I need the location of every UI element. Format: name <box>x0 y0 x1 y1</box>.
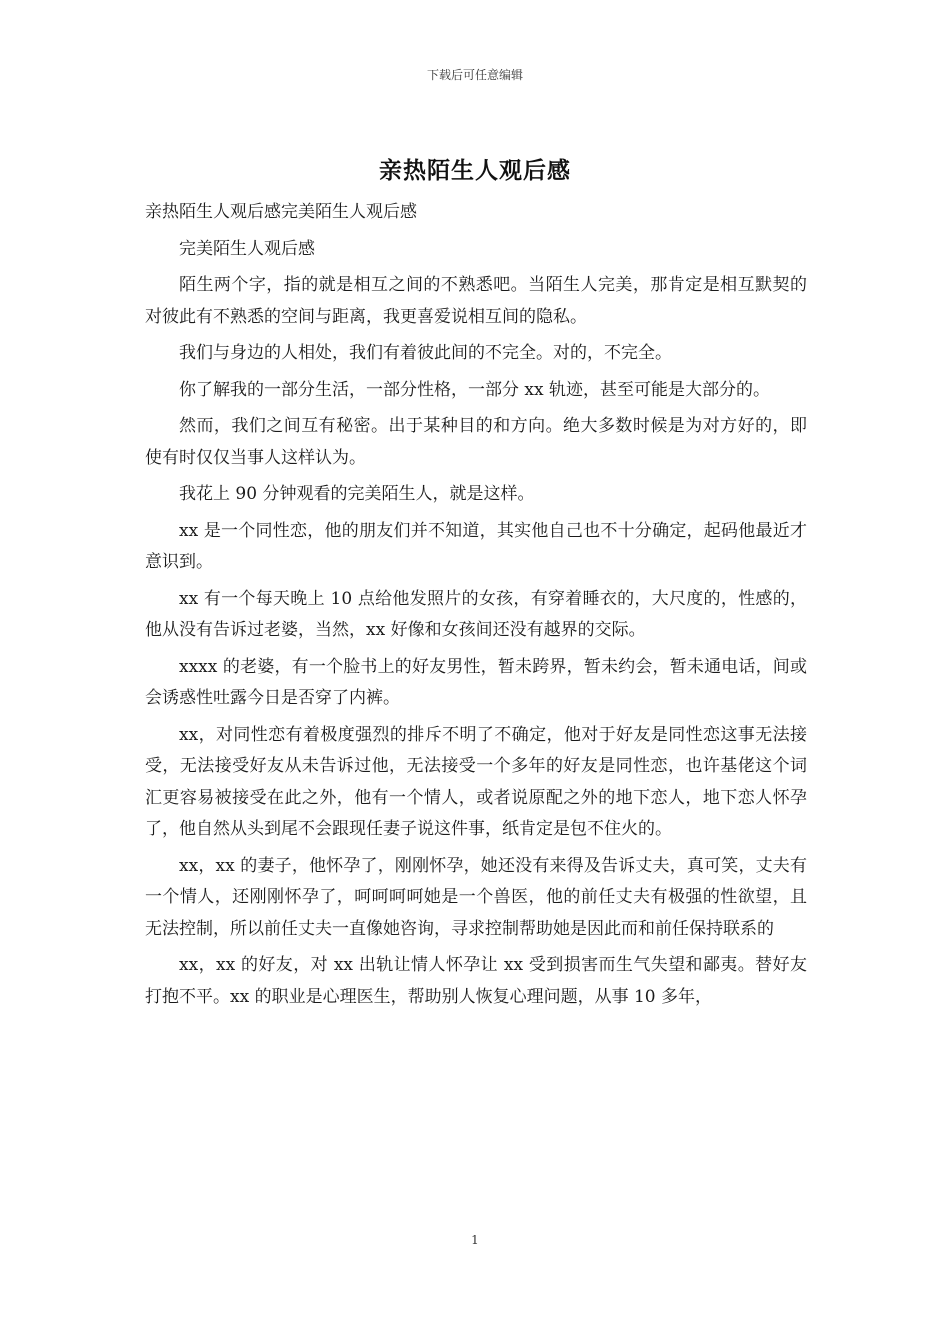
paragraph: xx，xx 的妻子，他怀孕了，刚刚怀孕，她还没有来得及告诉丈夫，真可笑，丈夫有一个情人，还刚刚怀孕了，呵呵呵呵她是一个兽医，他的前任丈夫有极强的性欲望，且无法控制，所以前任丈夫一直像她咨询，寻求控制帮助她是因此而和前任保持联系的 <box>145 855 807 939</box>
paragraph: xx，xx 的好友，对 xx 出轨让情人怀孕让 xx 受到损害而生气失望和鄙夷。替好友打抱不平。xx 的职业是心理医生，帮助别人恢复心理问题，从事 10 多年， <box>145 955 807 1007</box>
paragraph: xx 有一个每天晚上 10 点给他发照片的女孩，有穿着睡衣的，大尺度的，性感的，他从没有告诉过老婆，当然，xx 好像和女孩间还没有越界的交际。 <box>145 588 807 640</box>
paragraph: 完美陌生人观后感 <box>179 238 315 259</box>
paragraph: xxxx 的老婆，有一个脸书上的好友男性，暂未跨界，暂未约会，暂未通电话，间或会诱惑性吐露今日是否穿了内裤。 <box>145 656 807 708</box>
document-body <box>145 197 807 1018</box>
header-note: 下载后可任意编辑 <box>426 68 523 82</box>
paragraph: xx，对同性恋有着极度强烈的排斥不明了不确定，他对于好友是同性恋这事无法接受，无法接受好友从未告诉过他，无法接受一个多年的好友是同性恋，也许基佬这个词汇更容易被接受在此之外，他有一个情人，或者说原配之外的地下恋人，地下恋人怀孕了，他自然从头到尾不会跟现任妻子说这件事，纸肯定是包不住火的。 <box>145 724 807 839</box>
paragraph: 陌生两个字，指的就是相互之间的不熟悉吧。当陌生人完美，那肯定是相互默契的对彼此有不熟悉的空间与距离，我更喜爱说相互间的隐私。 <box>145 275 807 327</box>
paragraph: 你了解我的一部分生活，一部分性格，一部分 xx 轨迹，甚至可能是大部分的。 <box>179 379 770 400</box>
paragraph: xx 是一个同性恋，他的朋友们并不知道，其实他自己也不十分确定，起码他最近才意识到。 <box>145 520 807 572</box>
paragraph: 我们与身边的人相处，我们有着彼此间的不完全。对的，不完全。 <box>179 343 672 363</box>
paragraph: 我花上 90 分钟观看的完美陌生人，就是这样。 <box>179 484 535 504</box>
document-title: 亲热陌生人观后感 <box>379 157 571 184</box>
paragraph: 亲热陌生人观后感完美陌生人观后感 <box>145 202 417 222</box>
page-number: 1 <box>471 1233 479 1247</box>
paragraph: 然而，我们之间互有秘密。出于某种目的和方向。绝大多数时候是为对方好的，即使有时仅仅当事人这样认为。 <box>145 416 807 468</box>
